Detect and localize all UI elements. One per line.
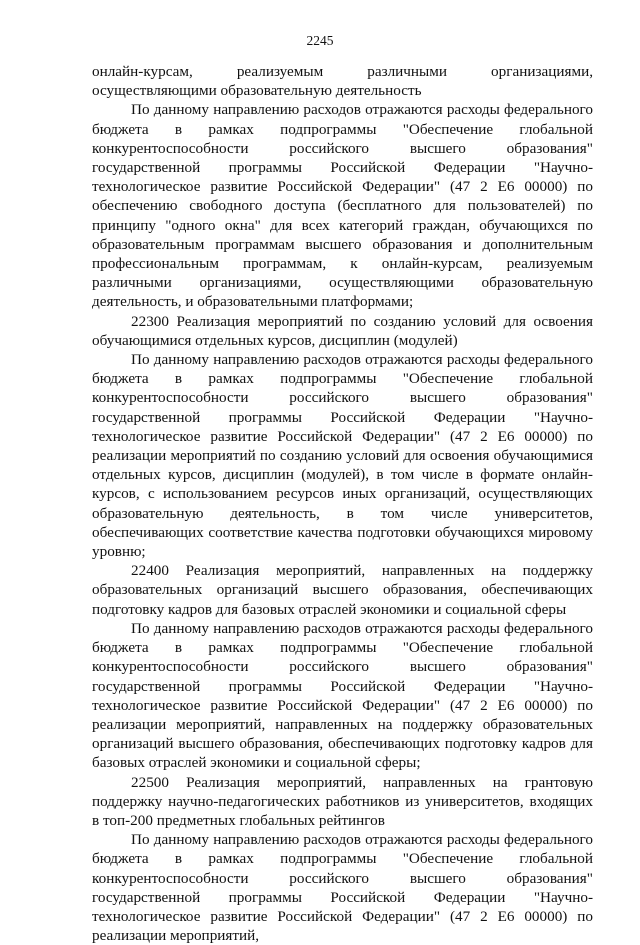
paragraph-continued: онлайн-курсам, реализуемым различными организациями, осуществляющими образовательную деятельность bbox=[92, 63, 593, 100]
paragraph: По данному направлению расходов отражаются расходы федерального бюджета в рамках подпрограммы "Обеспечение глобальной конкурентоспособности российского высшего образования" государственной программы Российской Федерации "Научно-технологическое развитие Российской Федерации" (47 2 Е6 00000) по реализации мероприятий, направленных на поддержку образовательных организаций высшего образования, обеспечивающих подготовку кадров для базовых отраслей экономики и социальной сферы; bbox=[92, 619, 593, 772]
document-body bbox=[92, 62, 593, 945]
section-heading-22500: 22500 Реализация мероприятий, направленных на грантовую поддержку научно-педагогических работников из университетов, входящих в топ-200 предметных глобальных рейтингов bbox=[92, 773, 593, 829]
paragraph: По данному направлению расходов отражаются расходы федерального бюджета в рамках подпрограммы "Обеспечение глобальной конкурентоспособности российского высшего образования" государственной программы Российской Федерации "Научно-технологическое развитие Российской Федерации" (47 2 Е6 00000) по реализации мероприятий по созданию условий для освоения обучающимися отдельных курсов, дисциплин (модулей), в том числе в формате онлайн-курсов, с использованием ресурсов иных организаций, осуществляющих образовательную деятельность, в том числе университетов, обеспечивающих соответствие качества подготовки обучающихся мировому уровню; bbox=[92, 351, 593, 561]
paragraph: По данному направлению расходов отражаются расходы федерального бюджета в рамках подпрограммы "Обеспечение глобальной конкурентоспособности российского высшего образования" государственной программы Российской Федерации "Научно-технологическое развитие Российской Федерации" (47 2 Е6 00000) по обеспечению свободного доступа (бесплатного для пользователей) по принципу "одного окна" для всех категорий граждан, обучающихся по образовательным программам высшего образования и дополнительным профессиональным программам, к онлайн-курсам, реализуемым различными организациями, осуществляющими образовательную деятельность, и образовательными платформами; bbox=[92, 101, 593, 311]
page-number: 2245 bbox=[306, 33, 334, 48]
paragraph: По данному направлению расходов отражаются расходы федерального бюджета в рамках подпрограммы "Обеспечение глобальной конкурентоспособности российского высшего образования" государственной программы Российской Федерации "Научно-технологическое развитие Российской Федерации" (47 2 Е6 00000) по реализации мероприятий, bbox=[92, 831, 593, 945]
section-heading-22400: 22400 Реализация мероприятий, направленных на поддержку образовательных организаций высшего образования, обеспечивающих подготовку кадров для базовых отраслей экономики и социальной сферы bbox=[92, 562, 593, 618]
section-heading-22300: 22300 Реализация мероприятий по созданию условий для освоения обучающимися отдельных курсов, дисциплин (модулей) bbox=[92, 312, 593, 349]
